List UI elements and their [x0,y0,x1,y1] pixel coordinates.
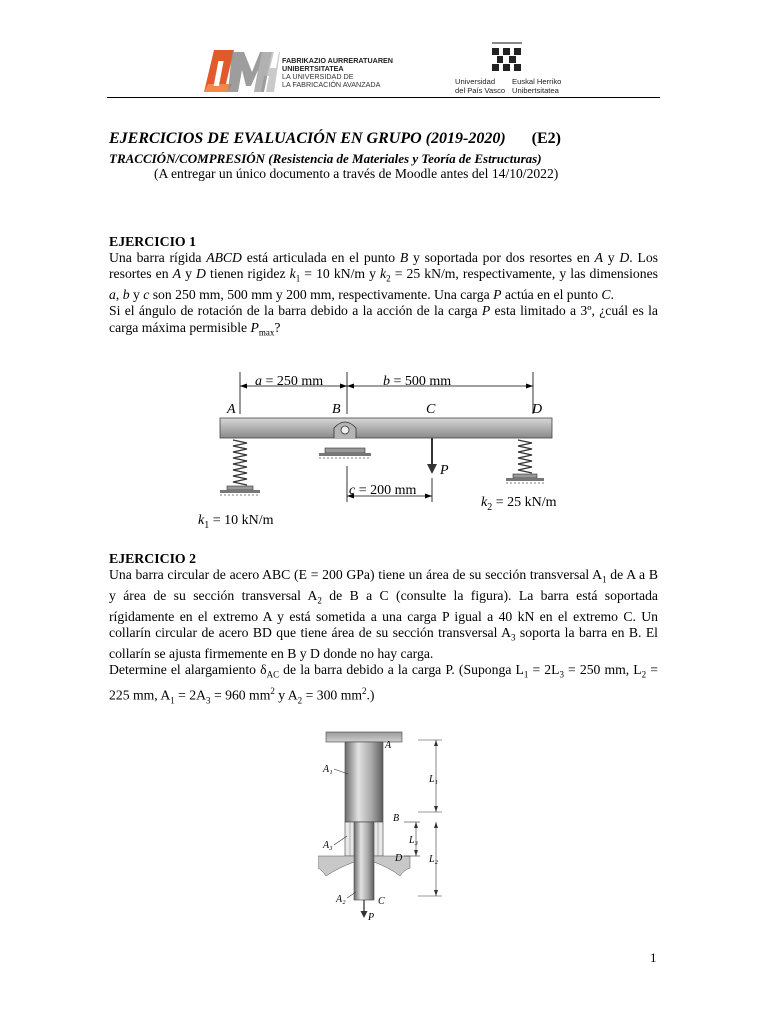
imh-logo-icon [204,46,280,96]
area-a2-label: A₂ [336,894,346,905]
ej1-figure [195,366,580,532]
ej2-heading: EJERCICIO 2 [109,551,197,566]
load-p-label: P [368,912,375,923]
k2-label: $k_2 = 25$ kN/m [481,495,557,513]
area-a1-label: A₁ [323,764,333,775]
point-a-label: A [227,402,236,417]
rigid-bar [220,418,552,438]
title-code: (E2) [531,130,561,147]
imh-logo-text [282,57,393,89]
logo-line: LA FABRICACIÓN AVANZADA [282,80,381,89]
length-l3-label: L₃ [409,835,419,846]
upv-line: del País Vasco [455,85,506,95]
load-arrow-icon [361,911,368,918]
upv-text-right [512,78,561,95]
length-l2-label: L₂ [429,854,439,865]
k1-label: $k_1 = 10$ kN/m [198,513,274,531]
upv-line: Universidad [455,77,496,86]
delivery-note: (A entregar un único documento a través de Moodle antes del 14/10/2022) [154,166,559,181]
svg-text:I: I [213,53,224,94]
point-d-label: D [395,853,403,864]
ej2-text: Una barra circular de acero ABC (E = 200 GPa) tiene un área de su sección transversal $A_1$ de A a B y área de su sección transversal $A_2$ de B a C (consulte la figura). La barra está soportada rígidamente en el extremo A y está sometida a una carga P igual a 40 kN en el extremo C. Un collarín circular de acero BD que tiene área de su sección transversal $A_3$ soporta la barra en B. El collarín se ajusta firmemente en B y D donde no hay carga. Determine el alargamiento $\delta_{AC}$ de la barra debido a la carga P. (Suponga $L_1 = 2L_3 = 250$ mm, $L_2 = 225$ mm, $A_1 = 2A_3 = 960$ $mm^2$ y $A_2 = 300$ $mm^2$.) [109,567,658,706]
header [0,0,768,100]
dim-c-label: c = 200 mm [349,483,417,498]
length-l1-label: L₁ [429,774,439,785]
ej1-text: Una barra rígida ABCD está articulada en el punto B y soportada por dos resortes en A y D. Los resortes en A y D tienen rigidez $k_1 = 10$ kN/m y $k_2 = 25$ kN/m, respectivamente, y las dimensiones a, b y c son 250 mm, 500 mm y 200 mm, respectivamente. Una carga P actúa en el punto C. Si el ángulo de rotación de la barra debido a la acción de la carga P esta limitado a 3º, ¿cuál es la carga máxima permisible $P_{max}$? [109,250,659,338]
area-a3-label: A₃ [323,840,333,851]
upv-ehu-logo-icon [484,40,530,76]
title-main: EJERCICIOS DE EVALUACIÓN EN GRUPO (2019-2020) [109,130,506,147]
page-subtitle: TRACCIÓN/COMPRESIÓN (Resistencia de Materiales y Teoría de Estructuras) [109,151,542,166]
page-title [109,130,561,148]
rod-segment-a2 [354,822,374,900]
logo-line: FABRIKAZIO AURRERATUAREN [282,56,394,65]
upv-line: Euskal Herriko [512,77,562,86]
dim-a-label: a = 250 mm [255,374,324,389]
upv-text-left [455,78,505,95]
upv-line: Unibertsitatea [512,85,559,95]
point-d-label: D [532,402,543,417]
point-a-label: A [385,740,392,751]
point-c-label: C [378,896,385,907]
point-c-label: C [426,402,436,417]
spring-k2 [506,440,544,483]
header-rule [107,97,660,98]
logo-line: UNIBERTSITATEA [282,64,344,73]
point-b-label: B [393,813,400,824]
rod-segment-a1 [345,742,383,822]
point-b-label: B [332,402,341,417]
logo-line: LA UNIVERSIDAD DE [282,72,354,81]
page-number: 1 [650,950,657,965]
load-p-label: P [440,463,449,478]
ej1-heading: EJERCICIO 1 [109,234,197,249]
dim-b-label: b = 500 mm [383,374,452,389]
ej2-figure [318,728,448,924]
spring-k1 [220,440,260,495]
load-arrow-icon [427,464,437,474]
